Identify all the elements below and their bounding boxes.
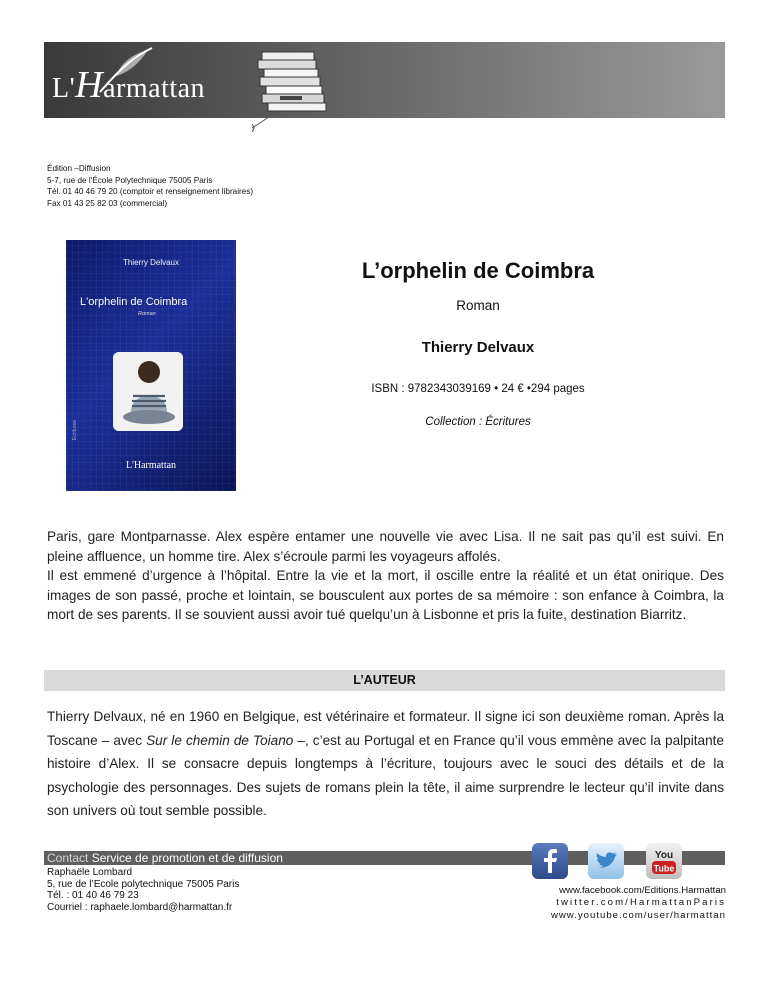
author-bio-part-b: –, c’est au Portugal et en France qu’il vous emmène avec la palpitante histoire d’Alex. Il se consacre depuis longtemps à l’écriture, toujours avec le souci des détails et de la psychologie des personnages. Des sujets de romans plein la tête, il aime surprendre le lecteur qu’il invite dans son univers où tout semble possible.: [47, 732, 724, 819]
book-author: Thierry Delvaux: [421, 339, 535, 356]
social-links: [520, 885, 726, 922]
author-section-heading: L’AUTEUR: [353, 673, 416, 687]
publisher-phone: Tél. 01 40 46 79 20 (comptoir et renseignement libraires): [47, 187, 254, 196]
logo-rest: armattan: [103, 73, 206, 104]
book-isbn-price-pages: ISBN : 9782343039169 • 24 € •294 pages: [371, 383, 585, 395]
publisher-logo: [52, 63, 205, 107]
author-name: Thierry Delvaux: [47, 709, 143, 724]
previous-book-title: Sur le chemin de Toiano: [146, 732, 294, 748]
contact-address: 5, rue de l’Ecole polytechnique 75005 Paris: [47, 878, 240, 890]
child-illustration: [113, 352, 183, 431]
youtube-icon[interactable]: [646, 843, 682, 879]
youtube-link[interactable]: www.youtube.com/user/harmattan: [550, 909, 726, 921]
cover-publisher: L'Harmattan: [125, 460, 177, 471]
contact-label-word: Contact: [47, 851, 89, 865]
book-title: L’orphelin de Coimbra: [361, 258, 595, 283]
twitter-link[interactable]: twitter.com/HarmattanParis: [556, 897, 726, 909]
contact-phone: Tél. : 01 40 46 79 23: [47, 890, 139, 902]
publisher-address: 5-7, rue de l'École Polytechnique 75005 Paris: [47, 175, 213, 185]
summary-paragraph-1: Paris, gare Montparnasse. Alex espère entamer une nouvelle vie avec Lisa. Il ne sait pas qu’il est suivi. En pleine affluence, un homme tire. Alex s’écroule parmi les voyageurs affolés.: [47, 529, 724, 564]
contact-label-rest: Service de promotion et de diffusion: [88, 851, 283, 865]
cover-side-text: Écritures: [72, 420, 78, 440]
twitter-icon[interactable]: [588, 843, 624, 879]
author-bio-part-a: , né en 1960 en Belgique, est vétérinaire et formateur. Il signe ici son deuxième roman. Après la Toscane – avec: [47, 709, 724, 748]
cover-genre: Roman: [138, 311, 156, 317]
cover-title: L'orphelin de Coimbra: [80, 296, 188, 308]
book-collection: Collection : Écritures: [425, 416, 531, 428]
author-bio: [47, 705, 724, 823]
cover-author: Thierry Delvaux: [122, 258, 179, 267]
publisher-info: [47, 163, 253, 209]
youtube-tube-text: Tube: [653, 863, 675, 874]
contact-info: [47, 867, 239, 913]
contact-name: Raphaële Lombard: [47, 867, 133, 878]
contact-email[interactable]: Courriel : raphaele.lombard@harmattan.fr: [47, 901, 233, 913]
facebook-icon[interactable]: [532, 843, 568, 879]
summary-paragraph-2: Il est emmené d’urgence à l’hôpital. Entre la vie et la mort, il oscille entre la réalité et un état onirique. Des images de son passé, proche et lointain, se bousculent aux portes de sa mémoire : son enfance à Coimbra, la mort de ses parents. Il se souvient aussi avoir tué quelqu’un à Lisbonne et pris la fuite, destination Biarritz.: [47, 568, 724, 623]
logo-prefix: L': [52, 73, 76, 104]
cover-photo: [113, 352, 183, 431]
book-summary: [47, 527, 724, 625]
author-section-bar: [44, 670, 725, 691]
facebook-link[interactable]: www.facebook.com/Editions.Harmattan: [559, 885, 726, 896]
book-cover: [66, 240, 236, 491]
book-genre: Roman: [456, 298, 500, 313]
youtube-you-text: You: [654, 850, 674, 861]
logo-h: H: [75, 64, 104, 106]
publisher-line: Édition –Diffusion: [47, 164, 111, 173]
publisher-fax: Fax 01 43 25 82 03 (commercial): [47, 198, 168, 208]
books-stack-icon: [252, 46, 342, 138]
contact-label: [47, 851, 283, 865]
